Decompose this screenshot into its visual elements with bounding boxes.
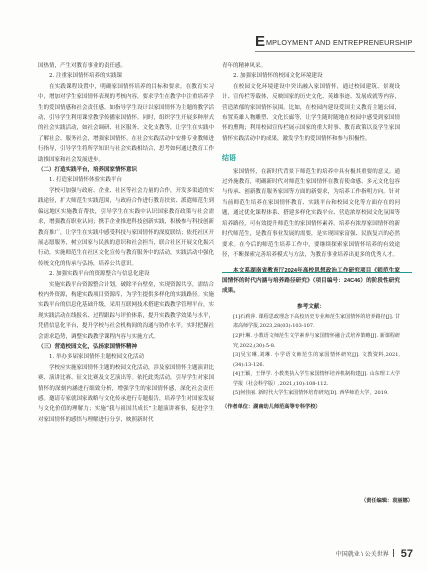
conclusion-heading: 结语 [222, 155, 236, 163]
reference-item: [4]王颖，王怿学. 小教类执入学生家国情怀培养机制构建[J]. 山东理工大学学报（社会科学版）,2021,(10):108-112. [233, 371, 400, 387]
reference-item: [2]叶琳. 小教语文师范生文学素养与家国情怀融合式培养策略[J]. 新课程研究,2022,(30):5-8. [233, 332, 400, 349]
author-affiliation: （作者单位：湖南幼儿师范高等专科学校） [222, 404, 321, 411]
paragraph: 实施实践平台资源整合计划，破除平台壁垒，实现资源共享，需结合校内外资源，构建实践项目资源库，为学生提供多样化的实践路径。实施实践平台的信息化基础升级，采用互联网技术搭建实践教学管理平台，实现实践活动在线报名、过程跟踪与评价体系，提升实践教学效果与水平，凭借信息化平台，提升学校与社会机构间的沟通与协作水平，实时把握社会需求趋势，调整实践教学课程内容与实施方式。 [38, 281, 215, 340]
paragraph: 学校应实施家国情怀主题的校园文化活动，涉及家国情怀主题演讲比赛、演讲比赛、征文比赛及文艺演出等。依托此类活动，引导学生对家国情怀的深刻内涵进行细致分析，增强学生的家国情怀感，深化社会责任感。邀请专家就国家战略与文化传承进行专题报告，培养学生对国家发展与文化价值的理解力；实施“我与祖国共成长”主题演讲赛事，促进学生对家国情怀的感悟与理解进行分享，映照新时代 [38, 364, 215, 423]
left-column [38, 61, 214, 425]
section-subheading: （三）营造校园文化，弘扬家国情怀精神 [38, 343, 138, 350]
right-column [222, 61, 400, 412]
conclusion-rule [222, 272, 412, 273]
paragraph: 1. 举办多届家国情怀主题校园文化活动 [49, 354, 144, 361]
editor-credit: （责任编辑：袁丽娜） [361, 498, 413, 504]
header-title: MPLOYMENT AND ENTREPRENEURSHIP [266, 38, 413, 47]
magazine-name: 中国就业 \ 公关世界 [335, 552, 389, 558]
reference-item: [1]石莉萍. 课程思政理念下高校历史专业师范生家国情怀的培养路径[J]. 甘肃高师学报,2023,28(03):103-107. [233, 313, 400, 330]
reference-item: [3]吴宝琳,刘琳. 小学语文师范生的家国情怀研究[J]. 文教资料,2021,(34):13-126. [233, 352, 400, 368]
paragraph: 学校可加强与政府、企业、社区等社会力量的合作，开发多渠道的实践途径，扩大师范生实践范围，与政府合作进行教育扶贫、派遣师范生到偏远地区实施教育帮扶，引导学生在实践中认识国家教育政策与社会需求，增强教育职业认同；携手企业推进科技创新实践，积极参与科技创新教育推广，让学生在实践中感受科技与家国情怀的深度联结；依托社区开展志愿服务，树立国家与民族的意识和社会担当，联合社区开展文化振兴行动，实施师范生在社区文化宣传与教育服务中的活动，实践活动中强化传统文化的传承与弘扬，培养公共意识。 [38, 187, 215, 267]
paragraph: 国热情，产生对教育事业的责任感。 [38, 63, 127, 69]
header-rule [255, 51, 415, 52]
paragraph: 2. 加强实践平台的资源整合与信息化建设 [49, 271, 150, 278]
section-header [255, 33, 413, 50]
paragraph: 在校园文化环境建设中突出融入家国情怀，通过校园建筑、景观设计、宣传栏等载体，反映国家的历史文化、英雄事迹、发展成就等内容，营造浓郁的家国情怀氛围。比如，在校园内建设爱国主义教育主题公园，布置英雄人物雕塑、文化长廊等，让学生随时随地在校园中感受到家国情怀的熏陶；利用校园宣传栏展示国家的重大时事、教育政策以及学生家国情怀实践活动中的成果，激发学生的爱国情怀和参与积极性。 [222, 83, 400, 142]
paragraph: 2. 注重家国情怀培养的实践课 [49, 73, 122, 80]
paragraph: 在实践课程设置中，明确家国情怀培养的目标和要求。在教育实习中，增加对学生家国情怀表现的考核内容，要求学生在教学中注重培养学生的爱国情感和社会责任感。如指导学生设计以家国情怀为主题的教学活动，引导学生利用课堂教学传播家国情怀。同时，组织学生开展多种形式的社会实践活动，如社会调研、社区服务、文化支教等，让学生在实践中了解社会、服务社会，增强家国情怀。在社会实践活动中安排专业教师进行指导，引导学生将所学知识与社会实践相结合，思考如何通过教育工作助推国家和社会发展进步。 [38, 83, 215, 163]
paragraph: 1. 打造家国情怀体验实践平台 [49, 177, 122, 184]
references-heading: 参考文献： [297, 304, 325, 311]
footer-divider [393, 549, 394, 557]
header-initial-letter: E [255, 33, 266, 50]
funding-note: 国情怀的时代内涵与培养路径研究》（项目编号：24C46）的阶段性研究成果。 [222, 278, 400, 295]
reference-item: [5]何佳丽. 新时代大学生家国情怀培育研究[D]. 西华师范大学，2019. [233, 390, 389, 397]
paragraph: 2. 加强家国情怀的校园文化环境建设 [233, 73, 323, 80]
paragraph: 青年的精神风采。 [222, 63, 267, 69]
page-number: 57 [400, 548, 413, 560]
paragraph: 家国情怀，在新时代背景下师范生的培养中具有极其重要的意义。通过外施教育，明确新时代对师范生家国情怀在教育使命感、多元文化包容与传承、创新教育服务家国等方面的新要求，为培养工作指明方向。针对当前师范生培养在家国情怀教育、实践平台和校园文化等方面存在的问题，通过优化课程体系、搭建多样化实践平台、营造浓厚校园文化氛围等培养路径，可有效提升师范生的家国情怀素养。培养有浓厚家国情怀的新时代师范生，是教育事业发展的需要，是实现国家富强、民族复兴的必然要求。在今后的师范生培养工作中，要继续探索家国情怀培养的有效途径，不断探索完善培养模式与方法，为教育事业培养出更多的优秀人才。 [222, 168, 400, 258]
page-footer [336, 548, 413, 560]
section-subheading: （二）打造实践平台，培养国家情怀意识 [38, 167, 138, 174]
